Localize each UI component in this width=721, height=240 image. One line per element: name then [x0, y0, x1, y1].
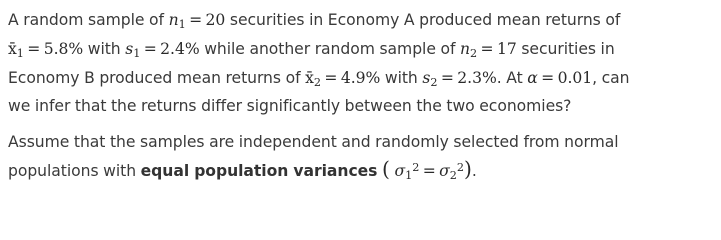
math-sub-sigma1: 1: [405, 169, 413, 183]
math-value-n2: 17: [497, 39, 517, 58]
math-value-xbar1: 5.8%: [43, 39, 84, 58]
math-value-s2: 2.3%: [457, 68, 497, 87]
math-equals: =: [189, 11, 203, 29]
text-run: populations with: [8, 162, 141, 181]
math-sub-xbar1: 1: [16, 46, 24, 60]
text-run: Economy B produced mean returns of: [8, 68, 306, 87]
math-sub-s2: 2: [430, 75, 438, 89]
problem-paragraph-1: [8, 8, 715, 119]
text-run: A random sample of: [8, 11, 169, 29]
math-equals: =: [27, 39, 41, 58]
text-run: , can: [592, 68, 630, 87]
math-equals: =: [422, 162, 436, 181]
math-left-paren: (: [382, 157, 390, 182]
math-var-sigma1: σ: [394, 162, 406, 181]
text-run: with: [83, 39, 126, 58]
math-equals: =: [143, 39, 157, 58]
problem-paragraph-2: [8, 130, 715, 188]
math-equals: =: [541, 68, 555, 87]
math-sub-s1: 1: [133, 46, 141, 60]
text-run: securities in: [516, 39, 615, 58]
math-var-n1: n: [168, 11, 179, 29]
math-sup-sigma1: 2: [412, 161, 420, 175]
text-run: while another random sample of: [199, 39, 461, 58]
emphasis-equal-variances: equal population variances: [140, 162, 378, 181]
math-sub-n1: 1: [178, 17, 186, 31]
math-var-s2: s: [422, 68, 431, 87]
math-var-n2: n: [460, 39, 471, 58]
math-sub-sigma2: 2: [449, 169, 457, 183]
text-run: we infer that the returns differ significantly between the two economies?: [8, 97, 572, 116]
text-run: Assume that the samples are independent and randomly selected from normal: [8, 133, 619, 152]
text-run: . At: [496, 68, 528, 87]
math-var-sigma2: σ: [439, 162, 450, 181]
math-sub-xbar2: 2: [313, 75, 321, 89]
math-sup-sigma2: 2: [456, 161, 464, 175]
math-equals: =: [480, 39, 494, 58]
text-run: with: [380, 68, 423, 87]
text-run: securities in Economy A produced mean returns of: [225, 11, 621, 29]
text-run: .: [471, 162, 477, 181]
math-var-alpha: α: [527, 68, 538, 87]
math-right-paren: ): [463, 157, 472, 182]
math-equals: =: [324, 68, 338, 87]
math-var-xbar1: x̄: [8, 39, 17, 58]
math-var-xbar2: x̄: [305, 68, 314, 87]
math-value-s1: 2.4%: [160, 39, 200, 58]
math-equals: =: [440, 68, 454, 87]
math-value-alpha: 0.01: [557, 68, 593, 87]
math-value-n1: 20: [205, 11, 226, 29]
math-sub-n2: 2: [470, 46, 478, 60]
math-var-s1: s: [125, 39, 134, 58]
math-value-xbar2: 4.9%: [340, 68, 381, 87]
